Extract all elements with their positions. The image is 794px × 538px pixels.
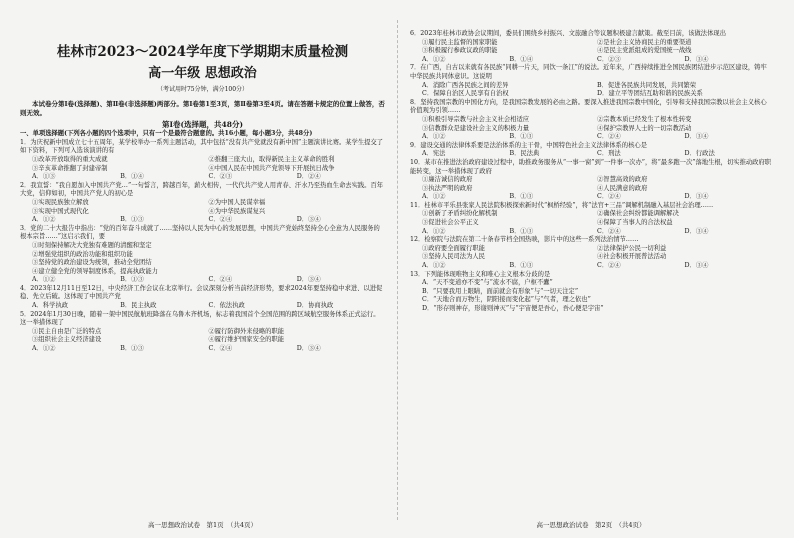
- question-item: [410, 236, 772, 270]
- question-stem: 10．某市在推进法治政府建设过程中，助推政务服务从“一事一窗”到“一件事一次办”，将“最多跑一次”落地生根，切实推动政府职能转变，这一举措体现了政府: [410, 158, 772, 175]
- option-text: ②智慧高效的政府: [597, 176, 648, 184]
- choice-label: A．①③: [32, 173, 56, 181]
- option-text: ③组织社会主义经济建设: [32, 336, 102, 344]
- option-text: D．“形存则神存，形谢则神灭”与“宇宙便是吾心，吾心便是宇宙”: [422, 305, 604, 312]
- choice-label: C．②④: [208, 276, 233, 284]
- question-options: [410, 245, 772, 262]
- choice-label: C．②④: [208, 345, 233, 353]
- choice-label: B．①③: [120, 345, 144, 353]
- footer-left: 高一思想政治试卷 第1页 （共4页）: [147, 521, 258, 529]
- option-text: ②法律保护公民一切利益: [597, 244, 667, 252]
- question-item: [410, 159, 772, 202]
- question-item: [410, 99, 772, 142]
- choice-label: A．①②: [422, 133, 446, 141]
- choice-label: D．③④: [684, 193, 709, 201]
- answer-choices: [410, 193, 772, 202]
- choice-label: D．③④: [296, 216, 321, 224]
- section-heading: 一、单项选择题(下列各小题的四个选项中，只有一个是最符合题意的。共16小题，每小题3分，共48分): [20, 130, 313, 138]
- option-text: ③信教群众是建设社会主义的积极力量: [422, 124, 530, 132]
- option-text: ②是社会主义协商民主的重要渠道: [597, 38, 692, 46]
- choice-label: A．①②: [422, 55, 446, 63]
- choice-label: B．①③: [509, 133, 534, 141]
- choice-label: D．③④: [296, 276, 321, 284]
- question-stem: 11．桂林市平乐县张家人民法院积极探索新时代“枫桥经验”，将“法官+三品”调解机制融入基层社会治理……: [410, 201, 714, 209]
- choice-label: C．②④: [208, 216, 233, 224]
- answer-choices: [20, 302, 385, 311]
- question-item: [20, 285, 385, 311]
- option-text: ①民主自由是广泛的特点: [32, 327, 102, 335]
- option-text: C．保障自治区人民享有自治权: [422, 90, 509, 98]
- choice-label: B．①③: [509, 193, 534, 201]
- question-options: [410, 210, 772, 227]
- answer-choices: [410, 228, 772, 237]
- option-text: ③坚持人民司法为人民: [422, 253, 485, 261]
- question-stem: 4．2023年12月11日至12日，中央经济工作会议在北京举行。会议深刻分析当前经济形势，要求2024年要坚持稳中求进、以进促稳、先立后破。这体现了中国共产党: [20, 284, 383, 301]
- question-stem: 3．党的二十大报告中指出：“党的百年奋斗成就了……坚持以人民为中心的发展思想，中国共产党始终坚持全心全意为人民服务的根本宗旨……”这启示我们，要: [20, 224, 380, 241]
- part-one-heading: 第Ⅰ卷(选择题，共48分): [161, 119, 244, 129]
- question-item: [410, 64, 772, 98]
- left-question-list: [20, 139, 385, 354]
- choice-label: D．③④: [684, 227, 709, 235]
- question-stem: 5．2024年1月30日晚，随着一架中国民航航班降落在乌鲁木齐机场，标志着我国首个全国范围的跨区域航空服务体系正式运行。这一举措体现了: [20, 310, 380, 327]
- question-stem: 2．我宣誓：“我自愿加入中国共产党…”一句誓言，跨越百年，薪火相传，一代代共产党人用青春、汗水乃至热血生命去实践。百年大党，信仰如初，中国共产党人的初心是: [20, 181, 384, 198]
- option-text: ②宗教本质已经发生了根本性转变: [597, 115, 692, 123]
- option-text: C．“天地合而万物生，阴阳接而变化起”与“气者，理之依也”: [422, 296, 591, 304]
- choice-label: A．宪法: [422, 150, 446, 158]
- question-options: [410, 116, 772, 133]
- page-divider: [397, 20, 398, 520]
- option-text: ②为中国人民谋幸福: [208, 198, 266, 206]
- choice-label: C．②④: [597, 193, 621, 201]
- choice-label: C．刑法: [597, 150, 621, 158]
- choice-label: D．行政法: [684, 150, 715, 158]
- right-page: [410, 30, 772, 314]
- choice-label: A．①②: [422, 262, 446, 270]
- option-text: ①政府要全面履行职能: [422, 244, 485, 252]
- option-text: ④保护宗教界人士的一切宗教活动: [597, 124, 692, 132]
- choice-label: C．②④: [597, 262, 621, 270]
- option-text: A．消除广西各民族之间的差异: [422, 81, 509, 89]
- choice-label: C．依法执政: [208, 302, 245, 310]
- option-text: ③坚持党的政治建设为统领，推动全党团结: [32, 259, 152, 267]
- question-stem: 12．检察院与法院在第二十条春节档全国热映，影片中的这些一系列法治情节……: [410, 236, 639, 244]
- question-item: [20, 225, 385, 285]
- option-text: ④建立健全党的领导制度体系，提高执政能力: [32, 267, 158, 275]
- choice-label: C．②④: [597, 227, 621, 235]
- choice-label: D．③④: [684, 55, 709, 63]
- choice-label: B．①③: [120, 216, 144, 224]
- option-text: ①实现民族独立解放: [32, 198, 89, 206]
- question-stem: 1．为庆祝新中国成立七十五周年，某学校举办一系列主题活动，其中包括“没有共产党就没有新中国”主题演讲比赛。某学生提交了如下资料，下列可入选该演讲的有: [20, 138, 384, 155]
- question-stem: 6．2023年桂林市政协会议期间，委员们围绕乡村振兴、文旅融合等议题积极建言献策。截至目前，该做法体现出: [410, 30, 726, 37]
- option-text: ③实现中国式现代化: [32, 207, 89, 215]
- question-item: [410, 30, 772, 64]
- choice-label: B．①③: [509, 262, 534, 270]
- option-text: ①创新了矛盾纠纷化解机制: [422, 210, 498, 218]
- right-question-list: [410, 30, 772, 314]
- option-text: ④社会积极开展普法活动: [597, 253, 667, 261]
- option-text: ④是民主党派组成的爱国统一战线: [597, 47, 692, 55]
- option-text: ④人民满意的政府: [597, 184, 648, 192]
- choice-label: B．①③: [120, 276, 144, 284]
- choice-label: B．民法典: [509, 150, 540, 158]
- choice-label: D．③④: [296, 345, 321, 353]
- question-options: [410, 279, 772, 313]
- option-text: B．促进各民族共同发展，共同繁荣: [597, 81, 697, 89]
- question-stem: 8．坚持我国宗教的中国化方向，是我国宗教发展的必由之路。要深入推进我国宗教中国化，引导和支持我国宗教以社会主义核心价值观为引领……: [410, 98, 767, 115]
- option-text: ①积极引导宗教与社会主义社会相适应: [422, 115, 530, 123]
- choice-label: D．③④: [684, 133, 709, 141]
- option-text: ②履行防御外来侵略的职能: [208, 327, 285, 335]
- choice-label: B．①④: [509, 55, 534, 63]
- choice-label: D．协商执政: [296, 302, 334, 310]
- question-item: [410, 142, 772, 159]
- option-text: D．建立平等团结互助和谐的民族关系: [597, 90, 703, 98]
- answer-choices: [20, 345, 385, 354]
- question-stem: 9．建设交通的法律体系要是法治体系的主干骨，中国特色社会主义法律体系的核心是: [410, 141, 647, 149]
- choice-label: A．①②: [422, 193, 446, 201]
- option-text: ③辛亥革命推翻了封建帝制: [32, 164, 108, 172]
- option-text: ①廉洁诚信的政府: [422, 176, 473, 184]
- option-text: ③促进社会公平正义: [422, 219, 479, 227]
- answer-choices: [410, 133, 772, 142]
- option-text: ③执法严明的政府: [422, 184, 473, 192]
- question-item: [20, 311, 385, 354]
- option-text: ②增强党组织的政治功能和组织功能: [32, 250, 133, 258]
- choice-label: A．①②: [32, 345, 56, 353]
- option-text: ④保障了当事人的合法权益: [597, 219, 673, 227]
- option-text: ①改革开放取得的重大成就: [32, 155, 108, 163]
- question-stem: 13．下列能体现唯物主义和唯心主义根本分歧的是: [410, 270, 551, 278]
- question-options: [20, 242, 385, 276]
- question-item: [20, 139, 385, 182]
- option-text: A．“天不变道亦不变”与“流水不腐，户枢不蠹”: [422, 279, 553, 287]
- choice-label: D．③④: [684, 262, 709, 270]
- option-text: ③积极履行参政议政的职能: [422, 47, 498, 55]
- choice-label: C．②③: [597, 55, 621, 63]
- answer-choices: [20, 173, 385, 182]
- choice-label: B．①④: [120, 173, 144, 181]
- option-text: ①时刻保持解决大党独有难题的清醒和坚定: [32, 241, 152, 249]
- choice-label: A．①②: [32, 276, 56, 284]
- question-item: [410, 202, 772, 236]
- question-options: [410, 82, 772, 99]
- option-text: B．“只要我用上眼睛，面前就会有形象”与“一切天注定”: [422, 287, 579, 295]
- choice-label: B．①③: [509, 227, 534, 235]
- choice-label: A．科学执政: [32, 302, 69, 310]
- exam-title: 桂林市2023～2024学年度下学期期末质量检测: [56, 44, 349, 60]
- option-text: ②确保社会纠纷都能调解解决: [597, 210, 679, 218]
- question-item: [410, 271, 772, 314]
- answer-choices: [410, 262, 772, 271]
- choice-label: C．②③: [208, 173, 233, 181]
- question-item: [20, 182, 385, 225]
- question-options: [410, 39, 772, 56]
- left-page: [20, 30, 385, 354]
- exam-meta: （考试用时75分钟，满分100分）: [156, 86, 249, 93]
- choice-label: D．②④: [296, 173, 321, 181]
- option-text: ④为中华民族谋复兴: [208, 207, 266, 215]
- option-text: ④中国人民在中国共产党领导下开展抗日战争: [208, 164, 335, 172]
- option-text: ②推翻三座大山，取得新民主主义革命的胜利: [208, 155, 335, 163]
- question-options: [20, 199, 385, 216]
- question-options: [20, 156, 385, 173]
- question-options: [20, 328, 385, 345]
- exam-notice: 本试卷分第Ⅰ卷(选择题)、第Ⅱ卷(非选择题)两部分。第Ⅰ卷第1至3页，第Ⅱ卷第3至4页。请在答题卡规定的位置上做答，否则无效。: [20, 99, 385, 117]
- option-text: ①履行民主监督的国家职能: [422, 38, 498, 46]
- question-options: [410, 176, 772, 193]
- exam-subtitle: 高一年级 思想政治: [148, 66, 257, 81]
- choice-label: B．民主执政: [120, 302, 157, 310]
- question-stem: 7．在广西，自古以来就有各民族“同耕一片天，同饮一条江”的说法。近年来，广西持续推进全国民族团结进步示范区建设，铸牢中华民族共同体意识。这说明: [410, 64, 767, 80]
- choice-label: C．②④: [597, 133, 621, 141]
- choice-label: A．①②: [32, 216, 56, 224]
- answer-choices: [20, 216, 385, 225]
- choice-label: A．①②: [422, 227, 446, 235]
- footer-right: 高一思想政治试卷 第2页 （共4页）: [536, 521, 646, 529]
- answer-choices: [410, 150, 772, 159]
- answer-choices: [20, 276, 385, 285]
- option-text: ④履行维护国家安全的职能: [208, 336, 285, 344]
